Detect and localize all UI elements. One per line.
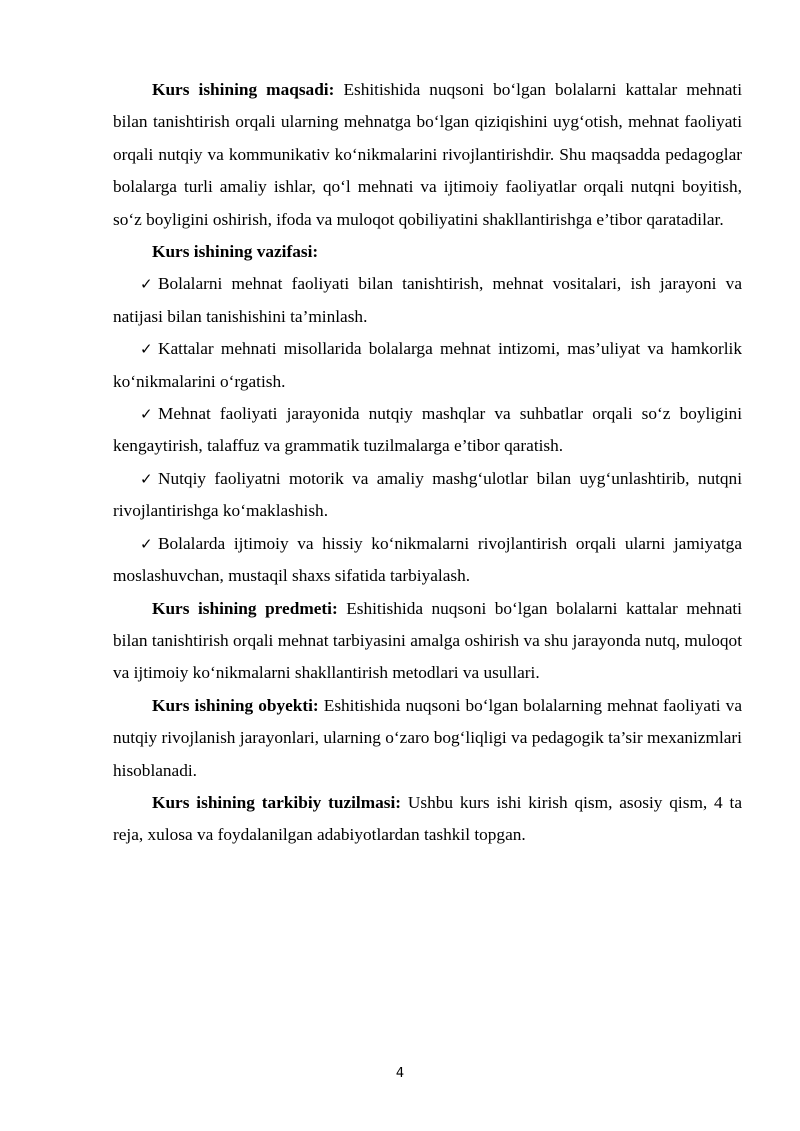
- purpose-label: Kurs ishining maqsadi:: [152, 80, 335, 99]
- task-text: Mehnat faoliyati jarayonida nutqiy mashqlar va suhbatlar orqali so‘z boyligini kengaytirish, talaffuz va grammatik tuzilmalarga e’tibor qaratish.: [113, 404, 742, 456]
- checkmark-icon: ✓: [140, 534, 153, 553]
- task-item-3: [113, 398, 742, 463]
- page-number: 4: [395, 1066, 405, 1081]
- task-text: Nutqiy faoliyatni motorik va amaliy mashg‘ulotlar bilan uyg‘unlashtirib, nutqni rivojlantirishga ko‘maklashish.: [113, 468, 742, 521]
- structure-label: Kurs ishining tarkibiy tuzilmasi:: [152, 792, 402, 812]
- structure-paragraph: [113, 787, 742, 852]
- purpose-text: Eshitishida nuqsoni bo‘lgan bolalarni kattalar mehnati bilan tanishtirish orqali ularning mehnatga bo‘lgan qiziqishini uyg‘otish, mehnat faoliyati orqali nutqiy va kommunikativ ko‘nikmalarini rivojlantirishdir. Shu maqsadda pedagoglar bolalarga turli amaliy ishlar, qo‘l mehnati va ijtimoiy faoliyatlar orqali nutqni boyitish, so‘z boyligini oshirish, ifoda va muloqot qobiliyatini shakllantirishga e’tibor qaratadilar.: [113, 80, 742, 229]
- object-text: Eshitishida nuqsoni bo‘lgan bolalarning mehnat faoliyati va nutqiy rivojlanish jarayonlari, ularning o‘zaro bog‘liqligi va pedagogik ta’sir mexanizmlari hisoblanadi.: [113, 695, 742, 780]
- task-item-2: [113, 333, 742, 398]
- task-item-5: [113, 528, 742, 593]
- tasks-label: Kurs ishining vazifasi:: [152, 242, 319, 262]
- subject-text: Eshitishida nuqsoni bo‘lgan bolalarni kattalar mehnati bilan tanishtirish orqali mehnat tarbiyasini amalga oshirish va shu jarayonda nutq, muloqot va ijtimoiy ko‘nikmalarni shakllantirish metodlari va usullari.: [113, 598, 742, 683]
- task-text: Bolalarni mehnat faoliyati bilan tanishtirish, mehnat vositalari, ish jarayoni va natijasi bilan tanishishini ta’minlash.: [113, 274, 742, 326]
- checkmark-icon: ✓: [140, 275, 153, 294]
- subject-paragraph: [113, 593, 742, 690]
- task-text: Kattalar mehnati misollarida bolalarga mehnat intizomi, mas’uliyat va hamkorlik ko‘nikmalarini o‘rgatish.: [113, 339, 742, 391]
- object-label: Kurs ishining obyekti:: [152, 695, 319, 715]
- checkmark-icon: ✓: [140, 340, 153, 359]
- subject-label: Kurs ishining predmeti:: [152, 598, 338, 618]
- task-text: Bolalarda ijtimoiy va hissiy ko‘nikmalarni rivojlantirish orqali ularni jamiyatga moslashuvchan, mustaqil shaxs sifatida tarbiyalash.: [113, 533, 742, 586]
- checkmark-icon: ✓: [140, 405, 153, 424]
- task-item-4: [113, 463, 742, 528]
- task-item-1: [113, 268, 742, 333]
- object-paragraph: [113, 690, 742, 787]
- tasks-heading: [113, 236, 742, 268]
- structure-text: Ushbu kurs ishi kirish qism, asosiy qism, 4 ta reja, xulosa va foydalanilgan adabiyotlardan tashkil topgan.: [113, 792, 743, 845]
- checkmark-icon: ✓: [140, 469, 153, 488]
- document-page: [113, 74, 742, 852]
- purpose-paragraph: [113, 74, 742, 236]
